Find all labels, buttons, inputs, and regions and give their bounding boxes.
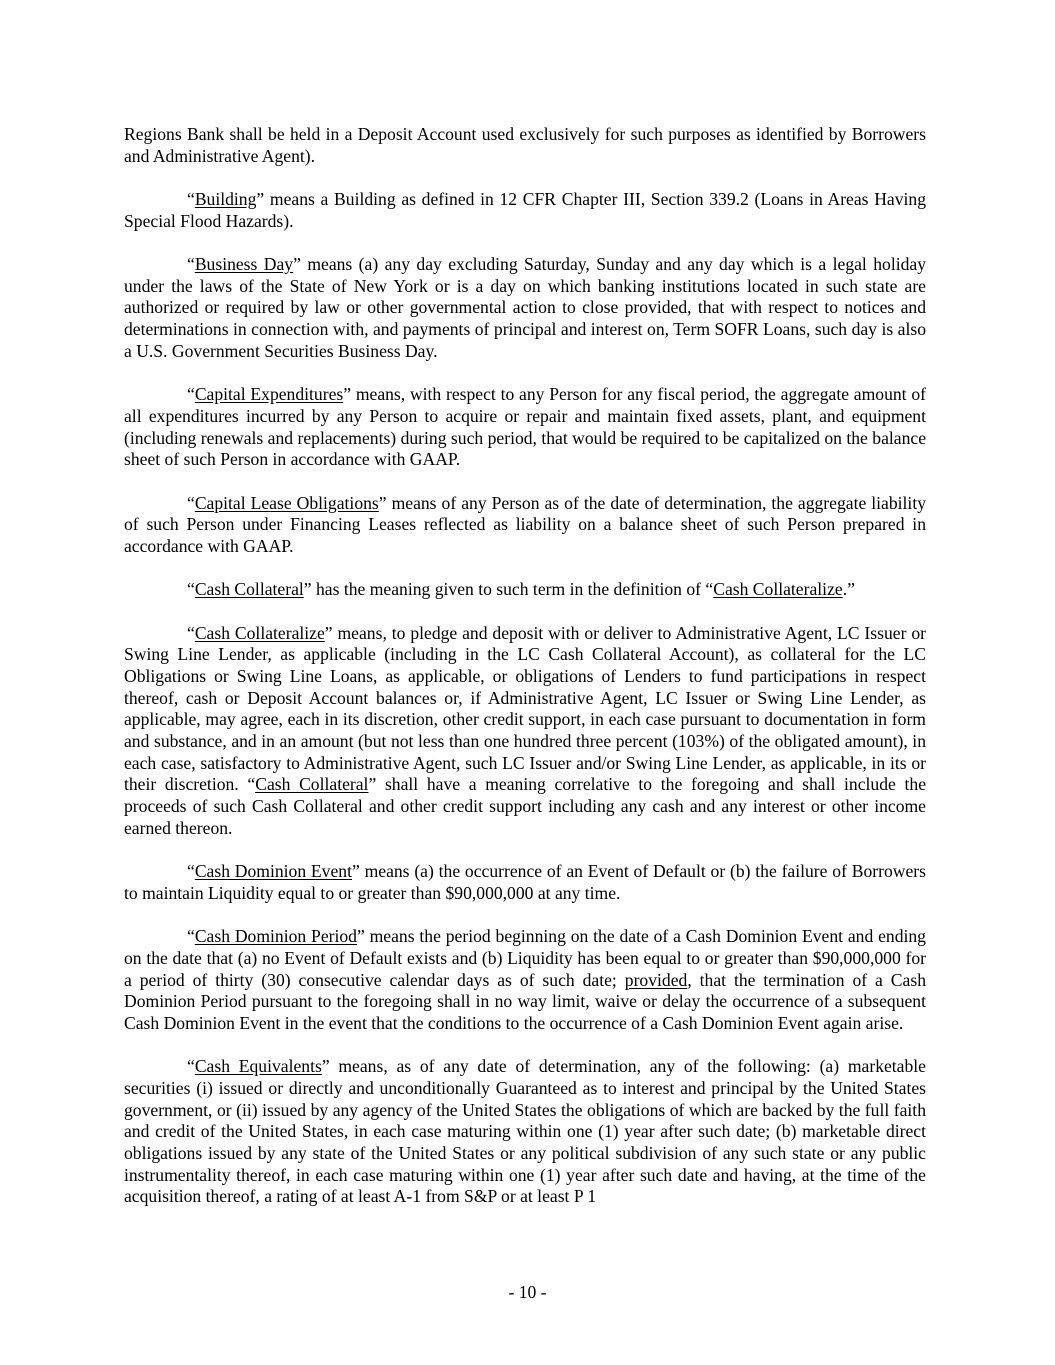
defined-term: Cash Collateralize [713, 579, 843, 600]
paragraph [124, 579, 926, 601]
defined-term: Business Day [194, 254, 294, 274]
defined-term: Cash Equivalents [194, 1056, 322, 1077]
paragraph [124, 861, 926, 904]
defined-term: Cash Collateral [194, 579, 304, 600]
defined-term: Cash Dominion Period [194, 926, 357, 947]
paragraph-text: “ [187, 622, 195, 643]
paragraph-text: “ [187, 189, 195, 209]
paragraph-text: “ [187, 384, 195, 405]
paragraph-text: ” means a Building as defined in 12 CFR Chapter III, Section 339.2 (Loans in Areas Having Special Flood Hazards). [124, 189, 926, 231]
paragraph [124, 623, 926, 840]
paragraph [124, 254, 926, 363]
paragraph [124, 124, 926, 167]
paragraph-text: ” means (a) the occurrence of an Event of Default or (b) the failure of Borrowers to maintain Liquidity equal to or greater than $90,000,000 at any time. [124, 861, 926, 903]
defined-term: Capital Expenditures [194, 384, 344, 405]
paragraph-text: “ [187, 926, 195, 947]
paragraph-text: , that the termination of a Cash Dominion Period pursuant to the foregoing shall in no way limit, waive or delay the occurrence of a subsequent Cash Dominion Event in the event that the conditions to the occurrence of a Cash Dominion Event again arise. [124, 969, 926, 1033]
paragraph-text: “ [187, 579, 195, 600]
paragraph-text: ” shall have a meaning correlative to the foregoing and shall include the proceeds of such Cash Collateral and other credit support including any cash and any interest or other income earned thereon. [124, 774, 926, 838]
page-number: - 10 - [508, 1282, 547, 1302]
defined-term: Cash Dominion Event [194, 861, 352, 882]
paragraph-text: ” means, to pledge and deposit with or deliver to Administrative Agent, LC Issuer or Swing Line Lender, as applicable (including in the LC Cash Collateral Account), as collateral for the LC Obligations or Swing Line Loans, as applicable, or obligations of Lenders to fund participations in respect thereof, cash or Deposit Account balances or, if Administrative Agent, LC Issuer or Swing Line Lender, as applicable, may agree, each in its discretion, other credit support, in each case pursuant to documentation in form and substance, and in an amount (but not less than one hundred three percent (103%) of the obligated amount), in each case, satisfactory to Administrative Agent, such LC Issuer and/or Swing Line Lender, as applicable, in its or their discretion. “ [124, 622, 926, 795]
paragraph [124, 189, 926, 232]
document-body [124, 124, 926, 1230]
paragraph-text: ” means of any Person as of the date of determination, the aggregate liability of such Person under Financing Leases reflected as liability on a balance sheet of such Person prepared in accordance with GAAP. [124, 492, 927, 556]
paragraph-text: “ [187, 861, 195, 882]
paragraph-text: ” has the meaning given to such term in the definition of “ [303, 579, 714, 600]
defined-term: provided [624, 969, 688, 990]
paragraph [124, 384, 926, 471]
paragraph-text: .” [842, 579, 855, 600]
defined-term: Cash Collateral [255, 774, 369, 795]
paragraph-text: ” means (a) any day excluding Saturday, Sunday and any day which is a legal holiday under the laws of the State of New York or is a day on which banking institutions located in such state are authorized or required by law or other governmental action to close provided, that with respect to notices and determinations in connection with, and payments of principal and interest on, Term SOFR Loans, such day is also a U.S. Government Securities Business Day. [124, 254, 927, 361]
paragraph-text: Regions Bank shall be held in a Deposit Account used exclusively for such purposes as identified by Borrowers and Administrative Agent). [124, 124, 926, 166]
paragraph-text: ” means, with respect to any Person for any fiscal period, the aggregate amount of all expenditures incurred by any Person to acquire or repair and maintain fixed assets, plant, and equipment (including renewals and replacements) during such period, that would be required to be capitalized on the balance sheet of such Person in accordance with GAAP. [124, 384, 926, 470]
paragraph-text: “ [187, 254, 195, 274]
paragraph-text: ” means the period beginning on the date of a Cash Dominion Event and ending on the date that (a) no Event of Default exists and (b) Liquidity has been equal to or greater than $90,000,000 for a period of thirty (30) consecutive calendar days as of such date; [124, 926, 926, 990]
defined-term: Cash Collateralize [194, 622, 325, 643]
paragraph [124, 1056, 926, 1208]
paragraph [124, 493, 926, 558]
paragraph [124, 926, 926, 1035]
paragraph-text: ” means, as of any date of determination, any of the following: (a) marketable securities (i) issued or directly and unconditionally Guaranteed as to interest and principal by the United States government, or (ii) issued by any agency of the United States the obligations of which are backed by the full faith and credit of the United States, in each case maturing within one (1) year after such date; (b) marketable direct obligations issued by any state of the United States or any political subdivision of any such state or any public instrumentality thereof, in each case maturing within one (1) year after such date and having, at the time of the acquisition thereof, a rating of at least A-1 from S&P or at least P 1 [124, 1056, 926, 1207]
defined-term: Capital Lease Obligations [194, 492, 379, 513]
paragraph-text: “ [187, 492, 195, 513]
defined-term: Building [194, 189, 257, 209]
paragraph-text: “ [187, 1056, 195, 1077]
